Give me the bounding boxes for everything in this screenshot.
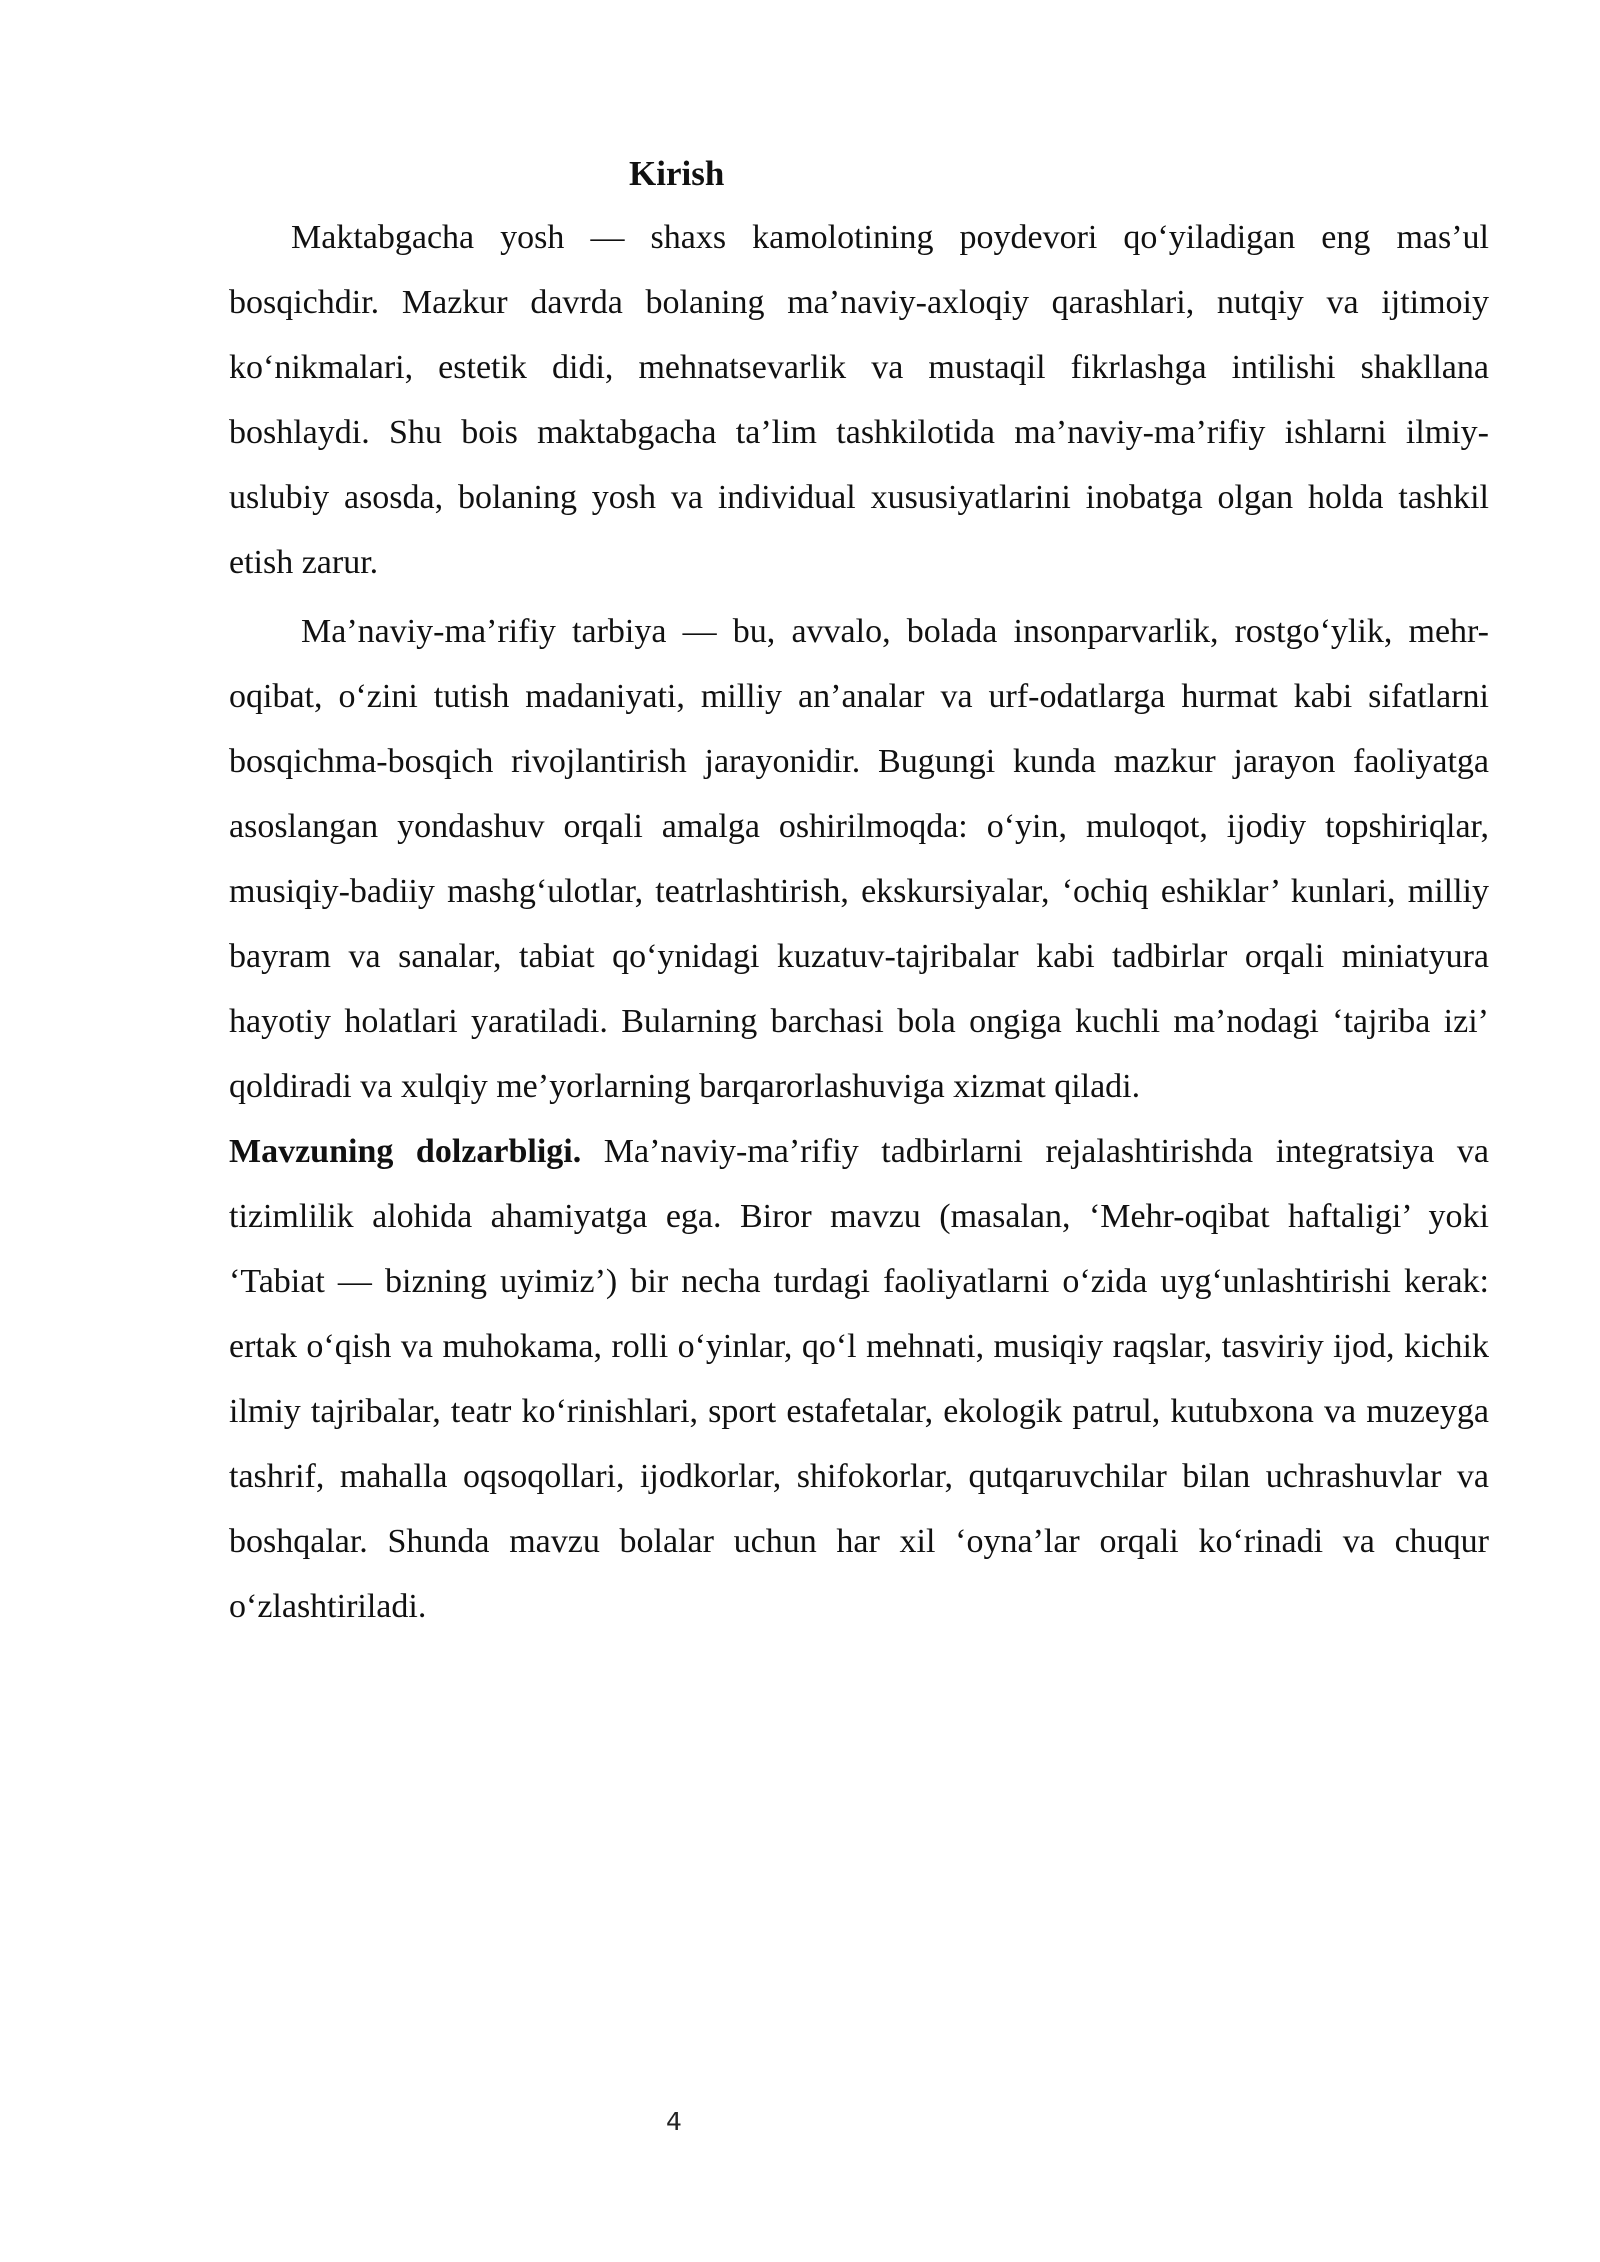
page-content (229, 143, 1489, 1639)
page-number: 4 (666, 2107, 682, 2136)
relevance-text: Ma’naviy-ma’rifiy tadbirlarni rejalashtirishda integratsiya va tizimlilik alohida ahamiyatga ega. Biror mavzu (masalan, ‘Mehr-oqibat haftaligi’ yoki ‘Tabiat — bizning uyimiz’) bir necha turdagi faoliyatlarni o‘zida uyg‘unlashtirishi kerak: ertak o‘qish va muhokama, rolli o‘yinlar, qo‘l mehnati, musiqiy raqslar, tasviriy ijod, kichik ilmiy tajribalar, teatr ko‘rinishlari, sport estafetalar, ekologik patrul, kutubxona va muzeyga tashrif, mahalla oqsoqollari, ijodkorlar, shifokorlar, qutqaruvchilar bilan uchrashuvlar va boshqalar. Shunda mavzu bolalar uchun har xil ‘oyna’lar orqali ko‘rinadi va chuqur o‘zlashtiriladi. (229, 1133, 1489, 1625)
introduction-paragraph: Maktabgacha yosh — shaxs kamolotining poydevori qo‘yiladigan eng mas’ul bosqichdir. Mazkur davrda bolaning ma’naviy-axloqiy qarashlari, nutqiy va ijtimoiy ko‘nikmalari, estetik didi, mehnatsevarlik va mustaqil fikrlashga intilishi shakllana boshlaydi. Shu bois maktabgacha ta’lim tashkilotida ma’naviy-ma’rifiy ishlarni ilmiy-uslubiy asosda, bolaning yosh va individual xususiyatlarini inobatga olgan holda tashkil etish zarur. (229, 219, 1489, 581)
relevance-heading: Mavzuning dolzarbligi. (229, 1133, 582, 1170)
page-title: Kirish (629, 154, 725, 193)
spiritual-education-paragraph: Ma’naviy-ma’rifiy tarbiya — bu, avvalo, bolada insonparvarlik, rostgo‘ylik, mehr-oqibat, o‘zini tutish madaniyati, milliy an’analar va urf-odatlarga hurmat kabi sifatlarni bosqichma-bosqich rivojlantirish jarayonidir. Bugungi kunda mazkur jarayon faoliyatga asoslangan yondashuv orqali amalga oshirilmoqda: o‘yin, muloqot, ijodiy topshiriqlar, musiqiy-badiiy mashg‘ulotlar, teatrlashtirish, ekskursiyalar, ‘ochiq eshiklar’ kunlari, milliy bayram va sanalar, tabiat qo‘ynidagi kuzatuv-tajribalar kabi tadbirlar orqali miniatyura hayotiy holatlari yaratiladi. Bularning barchasi bola ongiga kuchli ma’nodagi ‘tajriba izi’ qoldiradi va xulqiy me’yorlarning barqarorlashuviga xizmat qiladi. (229, 613, 1489, 1105)
relevance-paragraph (229, 1119, 1489, 1639)
